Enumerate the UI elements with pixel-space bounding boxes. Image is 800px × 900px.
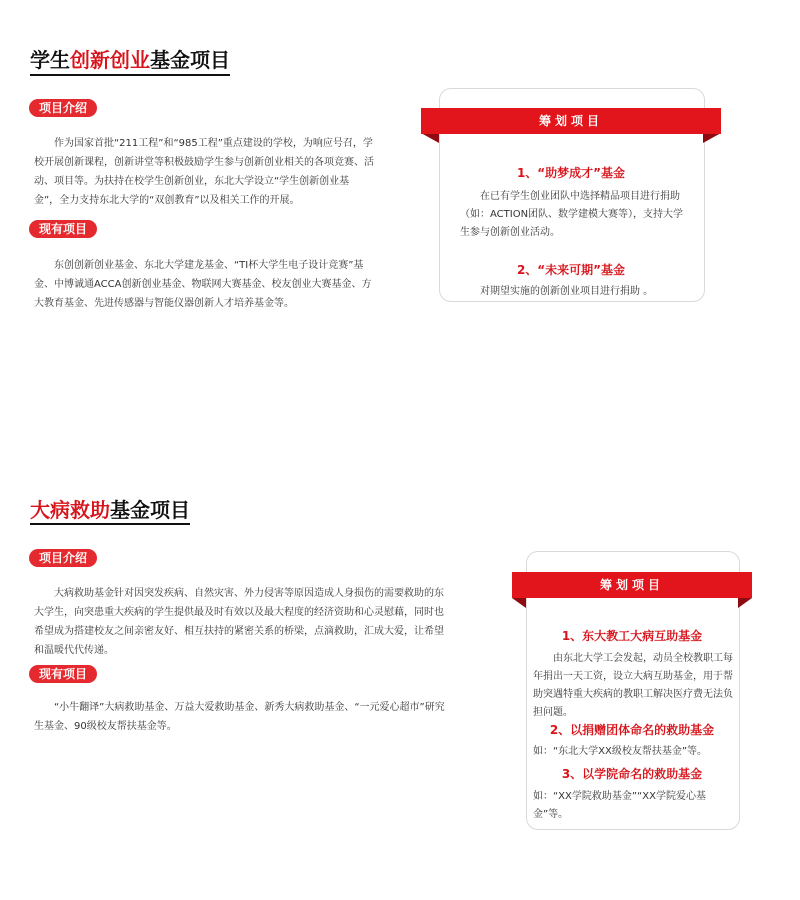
- section2-existing-label: 现有项目: [29, 665, 97, 683]
- section1-intro-text: 作为国家首批“211工程”和“985工程”重点建设的学校，为响应号召，学校开展创新课程，创新讲堂等积极鼓励学生参与创新创业相关的各项竞赛、活动、项目等。为扶持在校学生创新创业，东北大学设立“学生创新创业基金”，全力支持东北大学的“双创教育”以及相关工作的开展。: [34, 138, 374, 206]
- section1-title-highlight: 创新创业: [70, 48, 150, 72]
- section2-intro-label: 项目介绍: [29, 549, 97, 567]
- section1-card-item2-text: 对期望实施的创新创业项目进行捐助 。: [480, 286, 654, 297]
- section2-card-item1-title: 1、东大教工大病互助基金: [561, 629, 703, 643]
- section1-banner-fold-right: [703, 133, 721, 143]
- section1-title-part2: 基金项目: [150, 48, 230, 72]
- section2-banner-fold-left: [512, 598, 526, 608]
- section1-title-underline: [30, 74, 230, 76]
- section2-card-item3-title: 3、以学院命名的救助基金: [561, 767, 703, 781]
- section2-existing-text: “小牛翻译”大病救助基金、万益大爱救助基金、新秀大病救助基金、“一元爱心超市”研究生基金、90级校友帮扶基金等。: [34, 702, 445, 732]
- section1-existing-text: 东创创新创业基金、东北大学建龙基金、“TI杯大学生电子设计竞赛”基金、中博诚通ACCA创新创业基金、物联网大赛基金、校友创业大赛基金、方大教育基金、先进传感器与智能仪器创新人才培养基金等。: [34, 260, 372, 309]
- section1-title-part1: 学生: [30, 48, 70, 72]
- section1-intro-label: 项目介绍: [29, 99, 97, 117]
- section1-title: [30, 47, 230, 73]
- section1-card-item1-text: 在已有学生创业团队中选择精品项目进行捐助（如：ACTION团队、数学建模大赛等），支持大学生参与创新创业活动。: [460, 191, 684, 238]
- section1-card-item2-title: 2、“未来可期”基金: [516, 263, 626, 277]
- section2-card-item3-text: 如：“XX学院救助基金”“XX学院爱心基金”等。: [533, 791, 706, 820]
- section2-title-underline: [30, 523, 190, 525]
- section1-banner-fold-left: [421, 133, 439, 143]
- section2-card-item2-title: 2、以捐赠团体命名的救助基金: [549, 723, 715, 737]
- section2-title-highlight: 大病救助: [30, 498, 110, 522]
- section1-card-banner: 筹划项目: [421, 108, 721, 134]
- section2-card-item2-text: 如：“东北大学XX级校友帮扶基金”等。: [533, 746, 708, 757]
- section2-title: [30, 497, 190, 523]
- section2-card-item1-text: 由东北大学工会发起，动员全校教职工每年捐出一天工资，设立大病互助基金，用于帮助突遇特重大疾病的教职工解决医疗费无法负担问题。: [533, 653, 733, 718]
- section2-title-part2: 基金项目: [110, 498, 190, 522]
- section2-intro-text: 大病救助基金针对因突发疾病、自然灾害、外力侵害等原因造成人身损伤的需要救助的东大学生，向突患重大疾病的学生提供最及时有效以及最大程度的经济资助和心灵慰藉，同时也希望成为搭建校友之间亲密友好、相互扶持的紧密关系的桥梁，点滴救助，汇成大爱，让希望和温暖代代传递。: [34, 588, 444, 656]
- section2-banner-fold-right: [738, 598, 752, 608]
- section1-card-item1-title: 1、“助梦成才”基金: [516, 166, 626, 180]
- section1-existing-label: 现有项目: [29, 220, 97, 238]
- section2-card-banner: 筹划项目: [512, 572, 752, 598]
